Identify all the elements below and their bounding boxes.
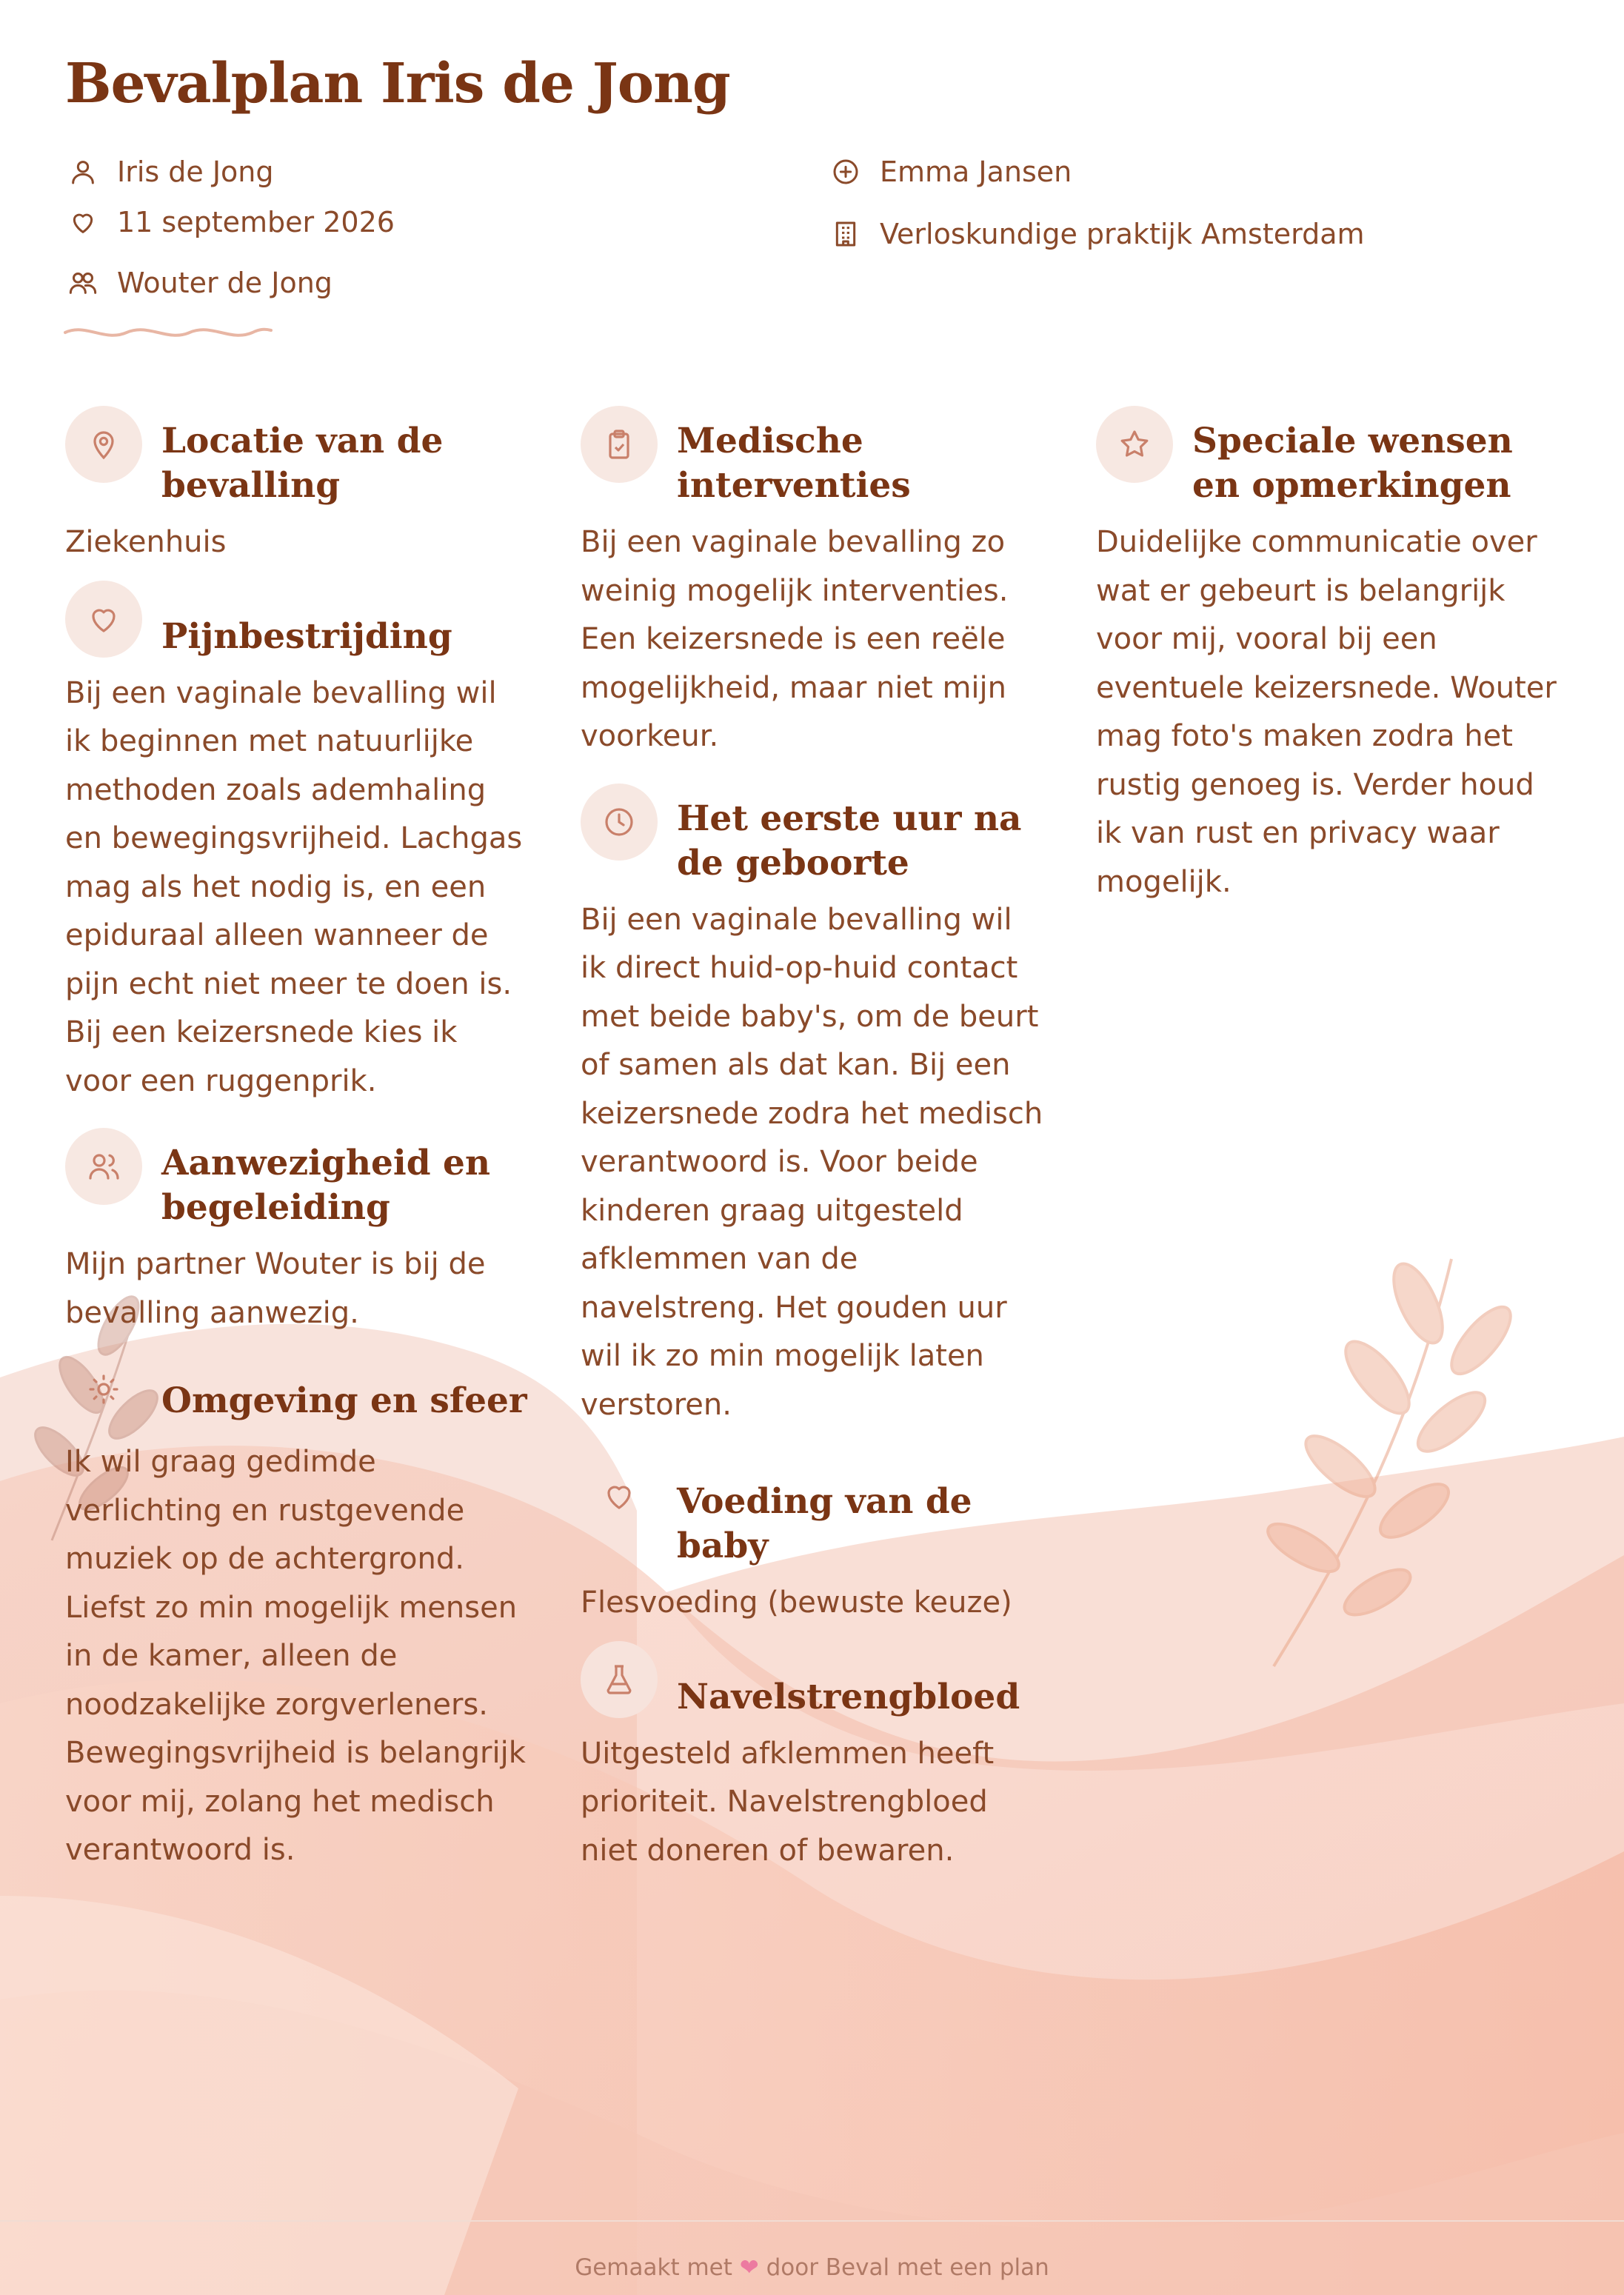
section-pijnbestrijding (65, 581, 529, 1106)
section-title: Pijnbestrijding (161, 615, 452, 657)
section-title: Omgeving en sfeer (161, 1380, 527, 1421)
footer-suffix: door Beval met een plan (766, 2254, 1049, 2281)
section-medisch (581, 406, 1044, 761)
footer-divider (0, 2220, 1624, 2222)
section-navelstrengbloed (581, 1641, 1044, 1876)
column-2 (581, 406, 1044, 1875)
footer (0, 2254, 1624, 2281)
section-title: Speciale wensen en opmerkingen (1192, 421, 1513, 506)
section-eerste-uur (581, 784, 1044, 1430)
plus-circle-icon (831, 157, 861, 187)
meta-partner (68, 267, 333, 299)
sun-icon (65, 1351, 142, 1428)
section-text: Ik wil graag gedimde verlichting en rustgevende muziek op de achtergrond. Liefst zo min mogelijk mensen in de kamer, alleen de noodzakelijke zorgverleners. Bewegingsvrijheid is belangrijk voor mij, zolang het medisch verantwoord is. (65, 1445, 526, 1867)
heart-icon (581, 1457, 658, 1534)
heart-icon (68, 207, 98, 237)
meta-midwife-value: Emma Jansen (880, 156, 1072, 188)
section-title: Aanwezigheid en begeleiding (161, 1143, 491, 1228)
section-text: Mijn partner Wouter is bij de bevalling aanwezig. (65, 1247, 486, 1330)
section-text: Bij een vaginale bevalling wil ik direct huid-op-huid contact met beide baby's, om de beurt of samen als dat kan. Bij een keizersnede zodra het medisch verantwoord is. Voor beide kinderen graag uitgesteld afklemmen van de navelstreng. Het gouden uur wil ik zo min mogelijk laten verstoren. (581, 902, 1043, 1422)
section-title: Navelstrengbloed (677, 1676, 1020, 1717)
section-text: Bij een vaginale bevalling zo weinig mogelijk interventies. Een keizersnede is een reële mogelijkheid, maar niet mijn voorkeur. (581, 525, 1009, 753)
section-text: Bij een vaginale bevalling wil ik beginnen met natuurlijke methoden zoals ademhaling en bewegingsvrijheid. Lachgas mag als het nodig is, en een epiduraal alleen wanneer de pijn echt niet meer te doen is. Bij een keizersnede kies ik voor een ruggenprik. (65, 675, 523, 1098)
section-text: Flesvoeding (bewuste keuze) (581, 1586, 1012, 1620)
map-pin-icon (65, 406, 142, 483)
heart-icon (65, 581, 142, 658)
meta-practice-value: Verloskundige praktijk Amsterdam (880, 218, 1365, 250)
meta-name-value: Iris de Jong (117, 156, 274, 188)
clipboard-icon (581, 406, 658, 483)
page-title: Bevalplan Iris de Jong (65, 52, 730, 116)
section-aanwezigheid (65, 1128, 529, 1337)
column-1 (65, 406, 529, 1875)
meta-partner-value: Wouter de Jong (117, 267, 333, 299)
meta-date (68, 206, 395, 238)
flask-icon (581, 1641, 658, 1718)
wave-divider (64, 321, 273, 344)
heart-icon: ❤ (739, 2254, 759, 2281)
meta-midwife (831, 156, 1072, 188)
section-voeding (581, 1457, 1044, 1628)
star-icon (1096, 406, 1173, 483)
section-title: Locatie van de bevalling (161, 421, 444, 506)
clock-icon (581, 784, 658, 861)
section-locatie (65, 406, 529, 567)
section-title: Voeding van de baby (677, 1481, 972, 1566)
section-title: Medische interventies (677, 421, 911, 506)
users-icon (65, 1128, 142, 1205)
section-text: Ziekenhuis (65, 525, 227, 559)
user-icon (68, 157, 98, 187)
section-text: Uitgesteld afklemmen heeft prioriteit. Navelstrengbloed niet doneren of bewaren. (581, 1736, 995, 1868)
section-omgeving (65, 1351, 529, 1875)
footer-prefix: Gemaakt met (575, 2254, 732, 2281)
meta-name (68, 156, 274, 188)
column-3 (1096, 406, 1560, 906)
section-text: Duidelijke communicatie over wat er gebeurt is belangrijk voor mij, vooral bij een eventuele keizersnede. Wouter mag foto's maken zodra het rustig genoeg is. Verder houd ik van rust en privacy waar mogelijk. (1096, 525, 1557, 899)
meta-practice (831, 218, 1365, 250)
section-speciale-wensen (1096, 406, 1560, 906)
section-title: Het eerste uur na de geboorte (677, 798, 1022, 883)
building-icon (831, 219, 861, 249)
meta-date-value: 11 september 2026 (117, 206, 395, 238)
users-icon (68, 268, 98, 298)
